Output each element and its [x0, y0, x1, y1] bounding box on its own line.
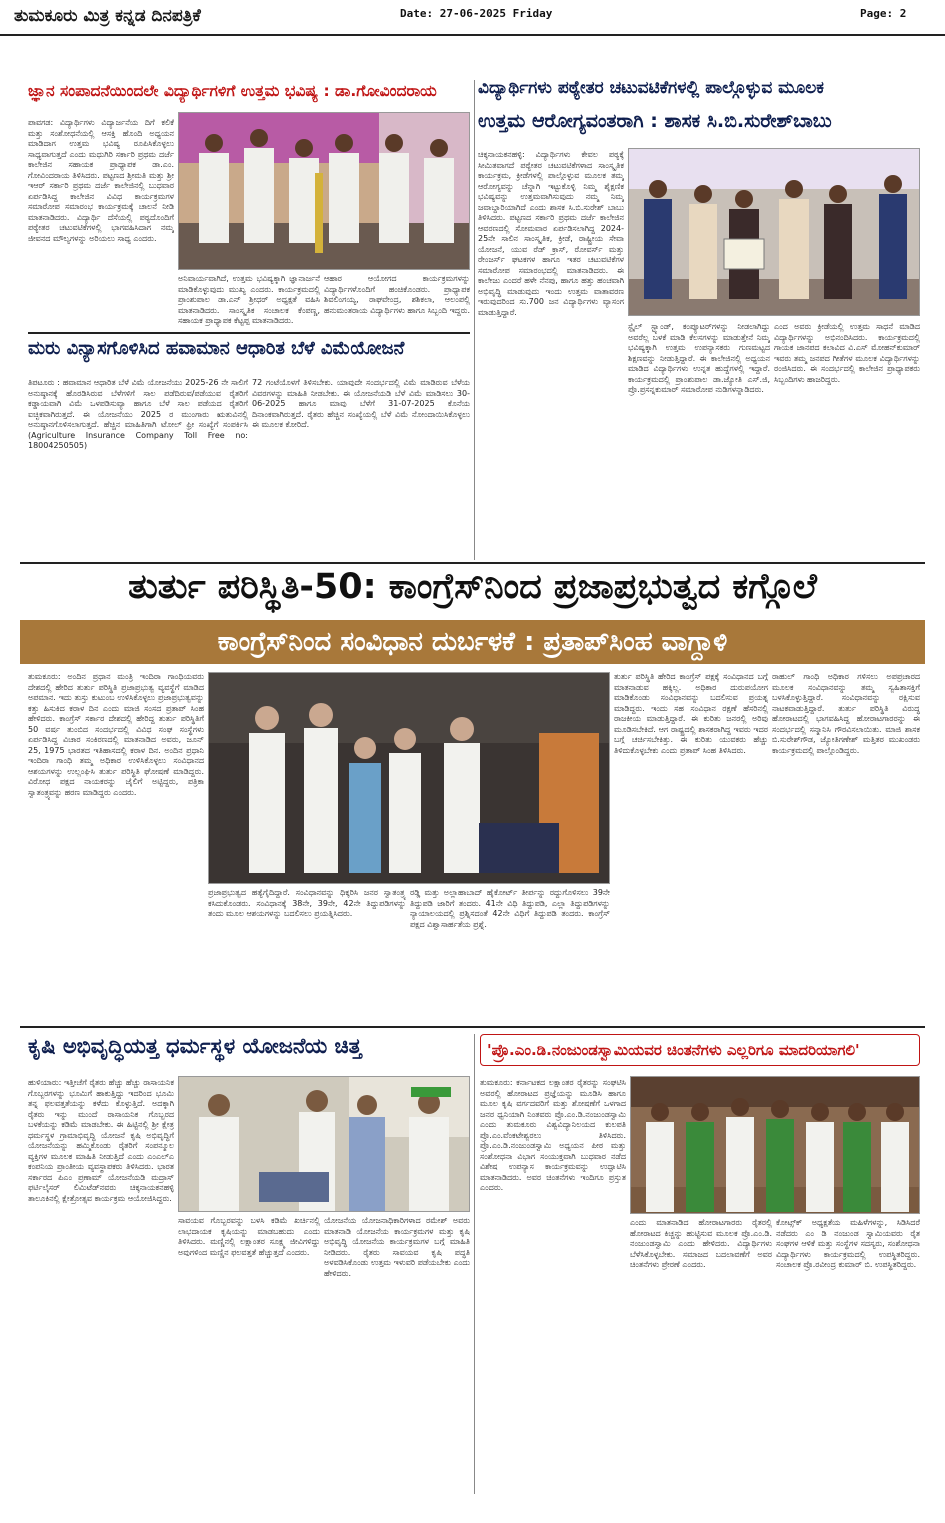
story4-column-5: ರಾಹುಲ್ ಗಾಂಧಿ ಅಧಿಕಾರ ಗಳಿಸಲು ಅಪಪ್ರಚಾರದ ಮೂಲಕ ಸಂವಿಧಾನವನ್ನು ತಮ್ಮ ಸ್ವಹಿತಾಸಕ್ತಿಗೆ ಬಳಸಿಕೊಳ್ಳುತ್ತಿದ್ದಾರೆ. ಸಂವಿಧಾನವನ್ನು ರಕ್ಷಿಸುವ ನಾಟಕವಾಡುತ್ತಿದ್ದಾರೆ. ತುರ್ತು ಪರಿಸ್ಥಿತಿ ವಿರುದ್ಧ ಹೋರಾಟದಲ್ಲಿ ಭಾಗವಹಿಸಿದ್ದ ಹೋರಾಟಗಾರರನ್ನು ಈ ಸಂದರ್ಭದಲ್ಲಿ ಸನ್ಮಾನಿಸಿ ಗೌರವಿಸಲಾಯಿತು. ಮಾಜಿ ಶಾಸಕ ಬಿ.ಸುರೇಶ್‌ಗೌಡ, ಜ್ಯೋತಿಗಣೇಶ್ ಮತ್ತಿತರ ಮುಖಂಡರು ಕಾರ್ಯಕ್ರಮದಲ್ಲಿ ಪಾಲ್ಗೊಂಡಿದ್ದರು. [772, 672, 920, 755]
story1-photo [178, 112, 470, 270]
divider [20, 1026, 925, 1028]
banner-headline: ತುರ್ತು ಪರಿಸ್ಥಿತಿ-50: ಕಾಂಗ್ರೆಸ್‌ನಿಂದ ಪ್ರಜಾಪ್ರಭುತ್ವದ ಕಗ್ಗೊಲೆ [128, 567, 817, 607]
story5-column-2: ಸಾವಯವ ಗೊಬ್ಬರವನ್ನು ಬಳಸಿ ಕಡಿಮೆ ಖರ್ಚಿನಲ್ಲಿ ಲಾಭದಾಯಕ ಕೃಷಿಯನ್ನು ಮಾಡಬಹುದು ಎಂದು ತಿಳಿಸಿದರು. ಮಣ್ಣಿನಲ್ಲಿ ಲಕ್ಷಾಂತರ ಸೂಕ್ಷ್ಮ ಜೀವಿಗಳಿದ್ದು ಅವುಗಳಿಂದ ಮಣ್ಣಿನ ಫಲವತ್ತತೆ ಹೆಚ್ಚುತ್ತದೆ ಎಂದರು. [178, 1216, 320, 1257]
story2-column-1: ಚಿಕ್ಕನಾಯಕನಹಳ್ಳಿ: ವಿದ್ಯಾರ್ಥಿಗಳು ಕೇವಲ ಪಠ್ಯಕ್ಕೆ ಸೀಮಿತವಾಗದೆ ಪಠ್ಯೇತರ ಚಟುವಟಿಕೆಗಳಾದ ಸಾಂಸ್ಕೃತಿಕ ಕಾರ್ಯಕ್ರಮ, ಕ್ರೀಡೆಗಳಲ್ಲಿ ಪಾಲ್ಗೊಳ್ಳುವ ಮೂಲಕ ತಮ್ಮ ಆರೋಗ್ಯವನ್ನು ಚೆನ್ನಾಗಿ ಇಟ್ಟುಕೊಳ್ಳಿ ನಿಮ್ಮ ಶೈಕ್ಷಣಿಕ ಭವಿಷ್ಯವನ್ನು ಉತ್ತಮವಾಗಿಸುವುದು ನಮ್ಮ ನಿಮ್ಮ ಜವಾಬ್ದಾರಿಯಾಗಿದೆ ಎಂದು ಶಾಸಕ ಸಿ.ಬಿ.ಸುರೇಶ್ ಬಾಬು ತಿಳಿಸಿದರು. ಪಟ್ಟಣದ ಸರ್ಕಾರಿ ಪ್ರಥಮ ದರ್ಜೆ ಕಾಲೇಜಿನ ಆವರಣದಲ್ಲಿ ಸೋಮವಾರ ಏರ್ಪಡಿಸಲಾಗಿದ್ದ 2024-25ನೇ ಸಾಲಿನ ಸಾಂಸ್ಕೃತಿಕ, ಕ್ರೀಡೆ, ರಾಷ್ಟ್ರೀಯ ಸೇವಾ ಯೋಜನೆ, ಯುವ ರೆಡ್ ಕ್ರಾಸ್, ರೋವರ್ಸ್ ಮತ್ತು ರೇಂಜರ್ಸ್ ಘಟಕಗಳ ಹಾಗೂ ಇತರ ಚಟುವಟಿಕೆಗಳ ಸಮಾರೋಪ ಸಮಾರಂಭದಲ್ಲಿ ಮಾತನಾಡಿದರು. ಈ ಕಾಲೇಜು ಎಂದರೆ ಹಳೇ ನೆನಪು, ಹಾಗೂ ಹತ್ತು ಹಂಚವಾಗಿ ಅಭಿವೃದ್ಧಿ ಮಾಡುವುದು ಇಂದು ಉತ್ತಮ ವಾತಾವರಣ ಇರುವುದರಿಂದ ಸು.700 ಜನ ವಿದ್ಯಾರ್ಥಿಗಳು ವ್ಯಾಸಂಗ ಮಾಡುತ್ತಿದ್ದಾರೆ. [478, 150, 624, 317]
masthead [0, 0, 945, 36]
award-ceremony-photo [629, 149, 920, 316]
story4-photo [208, 672, 610, 884]
farm-program-photo [179, 1077, 470, 1212]
divider [20, 562, 925, 564]
story1-column-1b [28, 272, 174, 324]
issue-date: Date: 27-06-2025 Friday [400, 7, 553, 20]
story6-headline: 'ಪ್ರೊ.ಎಂ.ಡಿ.ನಂಜುಂಡಸ್ವಾಮಿಯವರ ಚಿಂತನೆಗಳು ಎಲ್ಲರಿಗೂ ಮಾದರಿಯಾಗಲಿ' [480, 1034, 920, 1066]
story4-column-1: ತುಮಕೂರು: ಅಂದಿನ ಪ್ರಧಾನ ಮಂತ್ರಿ ಇಂದಿರಾ ಗಾಂಧಿಯವರು ದೇಶದಲ್ಲಿ ಹೇರಿದ ತುರ್ತು ಪರಿಸ್ಥಿತಿ ಪ್ರಜಾಪ್ರಭುತ್ವ ವ್ಯವಸ್ಥೆಗೆ ಮಾಡಿದ ಅಪಮಾನ. ಇದು ತುಸ್ತು ಕುಟುಂಬ ಉಳಿಸಿಕೊಳ್ಳಲು ಪ್ರಜಾಪ್ರಭುತ್ವವನ್ನು ಕತ್ತು ಹಿಸುಕಿದ ಕರಾಳ ದಿನ ಎಂದು ಮಾಜಿ ಸಂಸದ ಪ್ರತಾಪ್ ಸಿಂಹ ಹೇಳಿದರು. ಕಾಂಗ್ರೆಸ್ ಸರ್ಕಾರ ದೇಶದಲ್ಲಿ ಹೇರಿದ್ದ ತುರ್ತು ಪರಿಸ್ಥಿತಿಗೆ 50 ವರ್ಷ ತುಂಬಿದ ಸಂದರ್ಭದಲ್ಲಿ ವಿವಿಧ ಸಂಘ ಸಂಸ್ಥೆಗಳು ಏರ್ಪಡಿಸಿದ್ದ ವಿಚಾರ ಸಂಕಿರಣದಲ್ಲಿ ಮಾತನಾಡಿದ ಅವರು, ಜೂನ್ 25, 1975 ಭಾರತದ ಇತಿಹಾಸದಲ್ಲಿ ಕರಾಳ ದಿನ. ಅಂದಿನ ಪ್ರಧಾನಿ ಇಂದಿರಾ ಗಾಂಧಿ ತಮ್ಮ ಅಧಿಕಾರ ಉಳಿಸಿಕೊಳ್ಳಲು ಸಂವಿಧಾನದ ಆಶಯಗಳನ್ನು ಉಲ್ಲಂಘಿಸಿ ತುರ್ತು ಪರಿಸ್ಥಿತಿ ಘೋಷಣೆ ಮಾಡಿದ್ದರು. ವಿರೋಧ ಪಕ್ಷದ ನಾಯಕರನ್ನು ಜೈಲಿಗೆ ಅಟ್ಟಿದ್ದರು, ಪತ್ರಿಕಾ ಸ್ವಾತಂತ್ರ್ಯವನ್ನು ಹರಣ ಮಾಡಿದ್ದರು ಎಂದರು. [28, 672, 204, 797]
story6-column-3: ಕೋಟ್ಸ್‌ಕ್ ಅಧ್ಯಕ್ಷತೆಯ ಮಹಿಳೆಗಳನ್ನು, ಸಿಡಿಸಿದರೆ ನಡೆದರು ಎಂ ಡಿ ನಂಜುಂಡ ಸ್ವಾಮಿಯವರು ರೈತ ಸಂಘಗಳ ಆಳಿಕೆ ಮತ್ತು ಸಂಸ್ಥೆಗಳ ಸದಸ್ಯರು, ಸಂಶೋಧನಾ ವಿದ್ಯಾರ್ಥಿಗಳು ಕಾರ್ಯಕ್ರಮದಲ್ಲಿ ಉಪಸ್ಥಿತರಿದ್ದರು. ಸಂಚಾಲಕ ಪ್ರೊ.ರವೀಂದ್ರ ಕುಮಾರ್ ಬಿ. ಉಪಸ್ಥಿತರಿದ್ದರು. [776, 1218, 920, 1269]
story2-column-3: ಎಂದ ಅವರು ಕ್ರೀಡೆಯಲ್ಲಿ ಉತ್ತಮ ಸಾಧನೆ ಮಾಡಿದ ವಿದ್ಯಾರ್ಥಿಗಳನ್ನು ಅಭಿನಂದಿಸಿದರು. ಕಾರ್ಯಕ್ರಮದಲ್ಲಿ ಗಾಯಕ ಜಾನಪದ ಕಲಾವಿದ ವಿ.ಎಸ್ ಮೋಹನ್‌ಕುಮಾರ್ ಇವರು ತಮ್ಮ ಜನಪದ ಗೀತೆಗಳ ಮೂಲಕ ವಿದ್ಯಾರ್ಥಿಗಳನ್ನು ರಂಜಿಸಿದರು. ಈ ಸಂದರ್ಭದಲ್ಲಿ ಕಾಲೇಜಿನ ಪ್ರಾಧ್ಯಾಪಕರು ಸಿಬ್ಬಂದಿಗಳು ಹಾಜರಿದ್ದರು. [774, 322, 920, 384]
newspaper-name: ತುಮಕೂರು ಮಿತ್ರ ಕನ್ನಡ ದಿನಪತ್ರಿಕೆ [14, 6, 201, 26]
story5-headline: ಕೃಷಿ ಅಭಿವೃದ್ಧಿಯತ್ತ ಧರ್ಮಸ್ಥಳ ಯೋಜನೆಯ ಚಿತ್ತ [28, 1034, 362, 1058]
story1-column-2: ಅನಿವಾರ್ಯವಾಗಿದೆ, ಉತ್ತಮ ಭವಿಷ್ಯಕ್ಕಾಗಿ ಜ್ಞಾನಾರ್ಜನೆ ಮಾಡಿಕೊಳ್ಳುವುದು ಮುಖ್ಯ ಎಂದರು. ಕಾರ್ಯಕ್ರಮದಲ್ಲಿ ಪ್ರಾಂಶುಪಾಲ ಡಾ.ಎನ್ ಶ್ರೀಧರ್ ಅಧ್ಯಕ್ಷತೆ ವಹಿಸಿ ಮಾತನಾಡಿದರು. ಸಾಂಸ್ಕೃತಿಕ ಸಂಚಾಲಕ ಕೆಂಪಣ್ಣ, ಸಹಾಯಕ ಪ್ರಾಧ್ಯಾಪಕ ಕೆಟ್ಟಪ್ಪ ಮಾತನಾಡಿದರು. [178, 274, 320, 325]
story2-headline-2: ಉತ್ತಮ ಆರೋಗ್ಯವಂತರಾಗಿ : ಶಾಸಕ ಸಿ.ಬಿ.ಸುರೇಶ್‌ಬಾಬು [478, 110, 832, 132]
story1-headline: ಜ್ಞಾನ ಸಂಪಾದನೆಯಿಂದಲೇ ವಿದ್ಯಾರ್ಥಿಗಳಿಗೆ ಉತ್ತಮ ಭವಿಷ್ಯ : ಡಾ.ಗೋವಿಂದರಾಯ [28, 82, 437, 100]
divider [28, 332, 470, 334]
university-lecture-photo [631, 1077, 920, 1214]
story6-column-2: ಎಂದು ಮಾತನಾಡಿದ ಹೋರಾಟಗಾರರು ರೈತರಲ್ಲಿ ಹೋರಾಟದ ಕಿಚ್ಚನ್ನು ಹುಟ್ಟಿಸುವ ಮೂಲಕ ಪ್ರೊ.ಎಂ.ಡಿ. ನಂಜುಂಡಸ್ವಾಮಿ ಎಂದು ಹೇಳಿದರು. ವಿದ್ಯಾರ್ಥಿಗಳು ಬೆಳೆಸಿಕೊಳ್ಳಬೇಕು. ಸಮಾಜದ ಬದಲಾವಣೆಗೆ ಅವರ ಚಿಂತನೆಗಳು ಪ್ರೇರಣೆ ಎಂದರು. [630, 1218, 772, 1269]
story3-column-2: 72 ಗಂಟೆಯೊಳಗೆ ತಿಳಿಸಬೇಕು. ಯಾವುದೇ ಸಂದರ್ಭದಲ್ಲಿ ವಿಮೆ ಮಾಡಿರುವ ಬೆಳೆಯ ವಿವರಗಳನ್ನು ಮಾಹಿತಿ ನೀಡಬೇಕು. ಈ ಯೋಜನೆಯಡಿ ಬೆಳೆ ವಿಮೆ ಮಾಡಿಸಲು 30-06-2025 ಹಾಗೂ ಮಾವು ಬೆಳೆಗೆ 31-07-2025 ಕೊನೆಯ ದಿನಾಂಕವಾಗಿರುತ್ತದೆ. ರೈತರು ಹೆಚ್ಚಿನ ಸಂಖ್ಯೆಯಲ್ಲಿ ಬೆಳೆ ವಿಮೆ ನೋಂದಾಯಿಸಿಕೊಳ್ಳಲು ಈ ಮೂಲಕ ಕೋರಿದೆ. [252, 378, 470, 429]
banner-subheadline: ಕಾಂಗ್ರೆಸ್‌ನಿಂದ ಸಂವಿಧಾನ ದುರ್ಬಳಕೆ : ಪ್ರತಾಪ್‌ಸಿಂಹ ವಾಗ್ದಾಳಿ [20, 620, 925, 664]
story5-column-3: ಯೋಜನೆಯ ಯೋಜನಾಧಿಕಾರಿಗಳಾದ ರಮೇಶ್ ಅವರು ಮಾತನಾಡಿ ಯೋಜನೆಯ ಕಾರ್ಯಕ್ರಮಗಳ ಮತ್ತು ಕೃಷಿ ಅಭಿವೃದ್ಧಿ ಯೋಜನೆಯ ಕಾರ್ಯಕ್ರಮಗಳ ಬಗ್ಗೆ ಮಾಹಿತಿ ನೀಡಿದರು. ರೈತರು ಸಾವಯವ ಕೃಷಿ ಪದ್ಧತಿ ಅಳವಡಿಸಿಕೊಂಡು ಉತ್ತಮ ಇಳುವರಿ ಪಡೆಯಬೇಕು ಎಂದು ಹೇಳಿದರು. [324, 1216, 470, 1278]
story5-column-1: ಹುಳಿಯಾರು: ಇತ್ತೀಚೆಗೆ ರೈತರು ಹೆಚ್ಚು ಹೆಚ್ಚು ರಾಸಾಯನಿಕ ಗೊಬ್ಬರಗಳನ್ನು ಭೂಮಿಗೆ ಹಾಕುತ್ತಿದ್ದು ಇದರಿಂದ ಭೂಮಿ ತನ್ನ ಫಲವತ್ತತೆಯನ್ನು ಕಳೆದು ಕೊಳ್ಳುತ್ತಿದೆ. ಅದಕ್ಕಾಗಿ ರೈತರು ಇನ್ನು ಮುಂದೆ ರಾಸಾಯನಿಕ ಗೊಬ್ಬರದ ಬಳಕೆಯನ್ನು ಕಡಿಮೆ ಮಾಡಬೇಕು. ಈ ಹಿಟ್ಟಿನಲ್ಲಿ ಶ್ರೀ ಕ್ಷೇತ್ರ ಧರ್ಮಸ್ಥಳ ಗ್ರಾಮಾಭಿವೃದ್ಧಿ ಯೋಜನೆ ಕೃಷಿ ಅಭಿವೃದ್ಧಿಗೆ ಯೋಜನೆಯನ್ನು ಹಮ್ಮಿಕೊಂಡು ರೈತರಿಗೆ ಸಂಪನ್ಮೂಲ ವ್ಯಕ್ತಿಗಳ ಮೂಲಕ ಮಾಹಿತಿ ನೀಡುತ್ತಿದೆ ಎಂದು ಎಂಎಲ್‌ಎ ಕಂಪನಿಯ ಪ್ರಾಂತೀಯ ವ್ಯವಸ್ಥಾಪಕರು ತಿಳಿಸಿದರು. ಭಾರತ ಸರ್ಕಾರದ ಪಿಎಂ ಪ್ರಣಾಮ್ ಯೋಜನೆಯಡಿ ಮದ್ರಾಸ್ ಫರ್ಟಿಲೈಸರ್ ಲಿಮಿಟೆಡ್‌ನವರು ಚಿಕ್ಕನಾಯಕನಹಳ್ಳಿ ತಾಲೂಕಿನಲ್ಲಿ ಕ್ಷೇತ್ರೋತ್ಸವ ಕಾರ್ಯಕ್ರಮ ಆಯೋಜಿಸಿದ್ದರು. [28, 1078, 174, 1203]
story5-photo [178, 1076, 470, 1212]
story2-photo [628, 148, 920, 316]
story1-column-3: ಆಹಾರ ಆಯೋಗದ ಕಾರ್ಯಕ್ರಮಗಳನ್ನು ವಿದ್ಯಾರ್ಥಿಗಳೊಂದಿಗೆ ಹಂಚಿಕೊಂಡರು. ಪ್ರಾಧ್ಯಾಪಕ ಶಿವಲಿಂಗಯ್ಯ, ರಾಘವೇಂದ್ರ, ಶಶಿಕಲಾ, ಆಲಂಪಲ್ಲಿ ಹನುಮಂತರಾಯ ವಿದ್ಯಾರ್ಥಿಗಳು ಹಾಗೂ ಸಿಬ್ಬಂದಿ ಇದ್ದರು. [324, 274, 470, 315]
story4-column-4: ತುರ್ತು ಪರಿಸ್ಥಿತಿ ಹೇರಿದ ಕಾಂಗ್ರೆಸ್ ಪಕ್ಷಕ್ಕೆ ಸಂವಿಧಾನದ ಬಗ್ಗೆ ಮಾತನಾಡುವ ಹಕ್ಕಿಲ್ಲ. ಅಧಿಕಾರ ದುರುಪಯೋಗ ಮಾಡಿಕೊಂಡು ಸಂವಿಧಾನವನ್ನು ಬದಲಿಸುವ ಪ್ರಯತ್ನ ಮಾಡಿದ್ದರು. ಇಂದು ಸಹ ಸಂವಿಧಾನ ರಕ್ಷಣೆ ಹೆಸರಿನಲ್ಲಿ ರಾಜಕೀಯ ಮಾಡುತ್ತಿದ್ದಾರೆ. ಈ ಕುರಿತು ಜನರಲ್ಲಿ ಅರಿವು ಮೂಡಿಸಬೇಕಿದೆ. ಆಗ ರಾಷ್ಟ್ರದಲ್ಲಿ ಶಾಸಕರಾಗಿದ್ದ ಇವರು ಇದರ ಬಗ್ಗೆ ಚರ್ಚಿಸಬೇಕಿತ್ತು. ಈ ಕುರಿತು ಯುವಕರು ಹೆಚ್ಚು ತಿಳಿದುಕೊಳ್ಳಬೇಕು ಎಂದು ಪ್ರತಾಪ್ ಸಿಂಹ ತಿಳಿಸಿದರು. [614, 672, 768, 755]
column-divider [474, 1034, 475, 1494]
story4-column-2: ಪ್ರಜಾಪ್ರಭುತ್ವದ ಹತ್ಯೆಗೈದಿದ್ದಾರೆ. ಸಂವಿಧಾನವನ್ನು ಧಿಕ್ಕರಿಸಿ ಜನರ ಸ್ವಾತಂತ್ರ್ಯ ಕಸಿದುಕೊಂಡರು. ಸಂವಿಧಾನಕ್ಕೆ 38ನೇ, 39ನೇ, 42ನೇ ತಿದ್ದುಪಡಿಗಳನ್ನು ತಂದು ಮೂಲ ಆಶಯಗಳನ್ನು ಬದಲಿಸಲು ಪ್ರಯತ್ನಿಸಿದರು. [208, 888, 406, 918]
story2-headline: ವಿದ್ಯಾರ್ಥಿಗಳು ಪಠ್ಯೇತರ ಚಟುವಟಿಕೆಗಳಲ್ಲಿ ಪಾಲ್ಗೊಳ್ಳುವ ಮೂಲಕ [478, 78, 824, 98]
column-divider [474, 80, 475, 560]
story6-column-1: ತುಮಕೂರು: ಕರ್ನಾಟಕದ ಲಕ್ಷಾಂತರ ರೈತರನ್ನು ಸಂಘಟಿಸಿ ಅವರಲ್ಲಿ ಹೋರಾಟದ ಪ್ರಜ್ಞೆಯನ್ನು ಮೂಡಿಸಿ ಹಾಗೂ ಮೂಲ ಕೃಷಿ ವರ್ಗದವರಿಗೆ ಮತ್ತು ಶೋಷಣೆಗೆ ಒಳಗಾದ ಜನರ ಧ್ವನಿಯಾಗಿ ನಿಂತವರು ಪ್ರೊ.ಎಂ.ಡಿ.ನಂಜುಂಡಸ್ವಾಮಿ ಎಂದು ತುಮಕೂರು ವಿಶ್ವವಿದ್ಯಾನಿಲಯದ ಕುಲಪತಿ ಪ್ರೊ.ಎಂ.ವೆಂಕಟೇಶ್ವರಲು ತಿಳಿಸಿದರು. ಪ್ರೊ.ಎಂ.ಡಿ.ನಂಜುಂಡಸ್ವಾಮಿ ಅಧ್ಯಯನ ಪೀಠ ಮತ್ತು ಸಂಶೋಧನಾ ವಿಭಾಗ ಸಂಯುಕ್ತವಾಗಿ ಬುಧವಾರ ನಡೆದ ವಿಶೇಷ ಉಪನ್ಯಾಸ ಕಾರ್ಯಕ್ರಮವನ್ನು ಉದ್ಘಾಟಿಸಿ ಮಾತನಾಡಿದರು. ಅವರ ಚಿಂತನೆಗಳು ಇಂದಿಗೂ ಪ್ರಸ್ತುತ ಎಂದರು. [480, 1078, 626, 1192]
story3-column-1: ತಿಪಟೂರು : ಹವಾಮಾನ ಆಧಾರಿತ ಬೆಳೆ ವಿಮೆ ಯೋಜನೆಯು 2025-26 ನೇ ಸಾಲಿಗೆ ಅನುಷ್ಠಾನಕ್ಕೆ ಹೊರಡಿಸಿರುವ ಬೆಳೆಗಳಿಗೆ ಸಾಲ ಪಡೆದಿರುವ/ಪಡೆಯುವ ರೈತರಿಗೆ ಕಡ್ಡಾಯವಾಗಿ ವಿಮೆ ಒಳಪಡಿಸುವ್ಯಾ ಹಾಗೂ ಬೆಳೆ ಸಾಲ ಪಡೆಯದ ರೈತರಿಗೆ ಐಚ್ಛಿಕವಾಗಿರುತ್ತದೆ. ಈ ಯೋಜನೆಯು 2025 ರ ಮುಂಗಾರು ಋತುವಿನಲ್ಲಿ ಅನುಷ್ಠಾನಗೊಳಿಸಲಾಗುತ್ತದೆ. ಹೆಚ್ಚಿನ ಮಾಹಿತಿಗಾಗಿ ಟೋಲ್ ಫ್ರೀ ಸಂಖ್ಯೆಗೆ ಸಂಪರ್ಕಿಸಿ (Agriculture Insurance Company Toll Free no: 18004250505) [28, 378, 248, 450]
lamp-lighting-photo [179, 113, 470, 270]
story2-column-2: ಸ್ಟೈಲ್ ಸ್ಟ್ಯಾಂಡ್, ಕಂಪ್ಯೂಟರ್‌ಗಳನ್ನು ನೀಡಲಾಗಿದ್ದು ಅವರೆಲ್ಲ ಬಳಕೆ ಮಾಡಿ ಕೆಲಸಗಳನ್ನು ಮಾಡುತ್ತೇನೆ ನಿಮ್ಮ ಭವಿಷ್ಯಕ್ಕಾಗಿ ಉತ್ತಮ ಉಪನ್ಯಾಸಕರು ಗುಣಮಟ್ಟದ ಶಿಕ್ಷಣವನ್ನು ನೀಡುತ್ತಿದ್ದಾರೆ. ಈ ಕಾಲೇಜಿನಲ್ಲಿ ಅಧ್ಯಯನ ಮಾಡಿದ ವಿದ್ಯಾರ್ಥಿಗಳು ಉನ್ನತ ಹುದ್ದೆಗಳಲ್ಲಿ ಇದ್ದಾರೆ. ಕಾರ್ಯಕ್ರಮದಲ್ಲಿ ಪ್ರಾಂಶುಪಾಲ ಡಾ.ಜ್ಯೋತಿ ಎಸ್.ಜಿ, ಪ್ರೊ.ಪ್ರಸನ್ನಕುಮಾರ್ ಸಮಾರೋಪ ನುಡಿಗಳನ್ನಾಡಿದರು. [628, 322, 770, 394]
page-number: Page: 2 [860, 7, 907, 20]
emergency-seminar-photo [209, 673, 610, 884]
story1-column-1: ಪಾವಗಡ: ವಿದ್ಯಾರ್ಥಿಗಳು ವಿದ್ಯಾರ್ಜನೆಯ ದಿಗೆ ಕಲಿಕೆ ಮತ್ತು ಸಂಶೋಧನೆಯಲ್ಲಿ ಆಸಕ್ತಿ ಹೊಂದಿ ಅಧ್ಯಯನ ಮಾಡಿದಾಗ ಉತ್ತಮ ಭವಿಷ್ಯ ರೂಪಿಸಿಕೊಳ್ಳಲು ಸಾಧ್ಯವಾಗುತ್ತದೆ ಎಂದು ಮಧುಗಿರಿ ಸರ್ಕಾರಿ ಪ್ರಥಮ ದರ್ಜೆ ಕಾಲೇಜಿನ ಸಹಾಯಕ ಪ್ರಾಧ್ಯಾಪಕ ಡಾ.ಎಂ. ಗೋವಿಂದರಾಯ ತಿಳಿಸಿದರು. ಪಟ್ಟಣದ ಶ್ರೀಮತಿ ಮತ್ತು ಶ್ರೀ ಇಆರ್ ಸರ್ಕಾರಿ ಪ್ರಥಮ ದರ್ಜೆ ಕಾಲೇಜಿನಲ್ಲಿ ಬುಧವಾರ ಏರ್ಪಡಿಸಿದ್ದ ಕಾಲೇಜಿನ ವಿವಿಧ ಕಾರ್ಯಕ್ರಮಗಳ ಸಮಾರೋಪ ಸಮಾರಂಭ ಕಾರ್ಯಕ್ರಮಕ್ಕೆ ಚಾಲನೆ ನೀಡಿ ಮಾತನಾಡಿದರು. ವಿದ್ಯಾರ್ಥಿ ದೆಸೆಯಲ್ಲಿ ಪಠ್ಯದೊಂದಿಗೆ ಪಠ್ಯೇತರ ಚಟುವಟಿಕೆಗಳಲ್ಲಿ ಭಾಗವಹಿಸಿದಾಗ ನಮ್ಮ ಜೀವನದ ಮೌಲ್ಯಗಳನ್ನು ಅರಿಯಲು ಸಾಧ್ಯ ಎಂದರು. [28, 118, 174, 243]
story3-headline: ಮರು ವಿನ್ಯಾಸಗೊಳಿಸಿದ ಹವಾಮಾನ ಆಧಾರಿತ ಬೆಳೆ ವಿಮೆಯೋಜನೆ [28, 338, 405, 359]
story6-photo [630, 1076, 920, 1214]
story4-column-3: ರಡ್ಡಿ ಮತ್ತು ಅಲ್ಲಾಹಾಬಾದ್ ಹೈಕೋರ್ಟ್ ತೀರ್ಪನ್ನು ರದ್ದುಗೊಳಿಸಲು 39ನೇ ತಿದ್ದುಪಡಿ ಜಾರಿಗೆ ತಂದರು. 41ನೇ ವಿಧಿ ತಿದ್ದುಪಡಿ, ಎಲ್ಲಾ ತಿದ್ದುಪಡಿಗಳನ್ನು ನ್ಯಾಯಾಲಯದಲ್ಲಿ ಪ್ರಶ್ನಿಸದಂತೆ 42ನೇ ವಿಧಿಗೆ ತಿದ್ದುಪಡಿ ತಂದರು. ಕಾಂಗ್ರೆಸ್ ಪಕ್ಷದ ವಿಶ್ವಾಸಾರ್ಹತೆಯ ಪ್ರಶ್ನೆ. [410, 888, 610, 929]
